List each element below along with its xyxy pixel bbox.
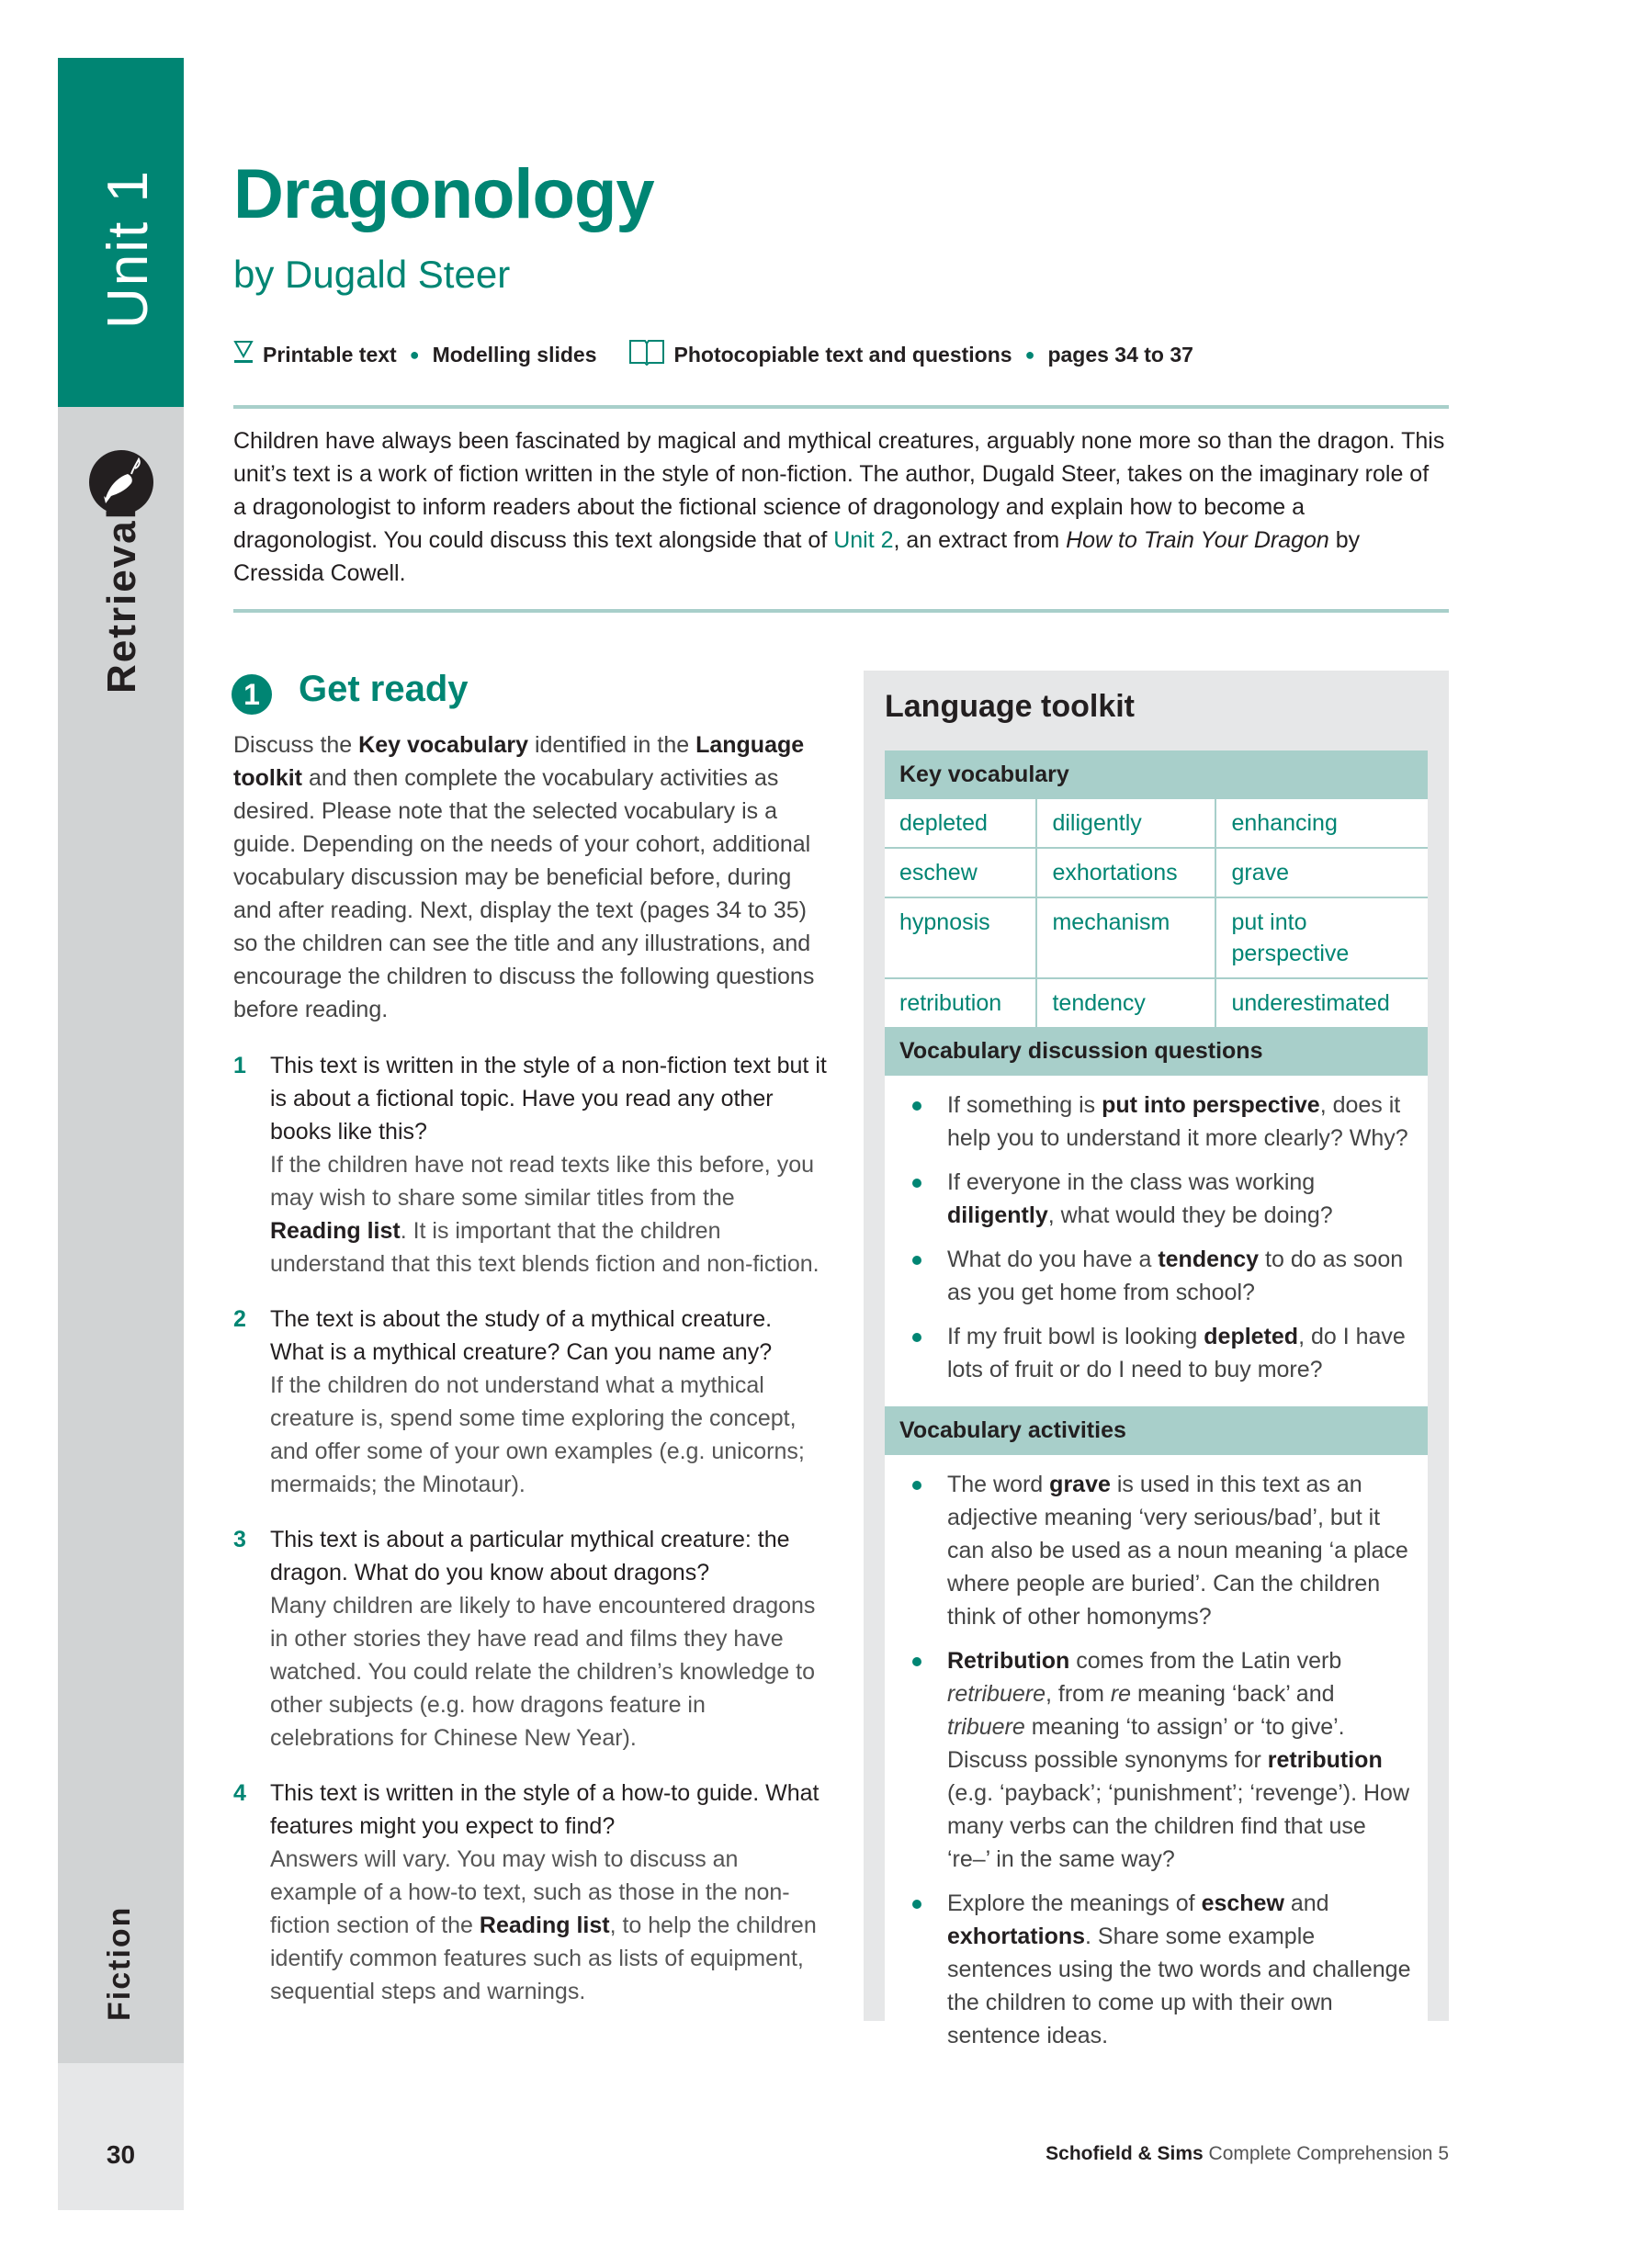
vocab-word: put into perspective bbox=[1215, 897, 1428, 978]
fish-hook-icon bbox=[89, 450, 153, 514]
list-item: Retribution comes from the Latin verb retribuere, from re meaning ‘back’ and tribuere meaning ‘to assign’ or ‘to give’. Discuss possible synonyms for retribution (e.g. ‘payback’; ‘punishment’; ‘revenge’). How many verbs can the children find that use ‘re–’ in the same way? bbox=[898, 1644, 1415, 1876]
photocopiable-link[interactable]: Photocopiable text and questions bbox=[673, 342, 1012, 367]
open-book-icon bbox=[628, 338, 665, 371]
unit-label: Unit 1 bbox=[96, 169, 160, 329]
vocab-word: tendency bbox=[1036, 978, 1215, 1027]
vocab-word: underestimated bbox=[1215, 978, 1428, 1027]
activities-list bbox=[885, 1455, 1428, 2072]
vocab-word: enhancing bbox=[1215, 799, 1428, 848]
modelling-slides-link[interactable]: Modelling slides bbox=[432, 342, 597, 367]
page-number: 30 bbox=[106, 2140, 136, 2169]
key-vocabulary-heading: Key vocabulary bbox=[885, 750, 1428, 799]
vocab-word: diligently bbox=[1036, 799, 1215, 848]
unit-2-link[interactable]: Unit 2 bbox=[833, 527, 894, 553]
genre-label: Fiction bbox=[102, 1905, 137, 2021]
page-title: Dragonology bbox=[233, 155, 654, 233]
resource-line bbox=[233, 338, 1193, 371]
publisher-name: Schofield & Sims bbox=[1046, 2143, 1204, 2164]
vocab-word: hypnosis bbox=[885, 897, 1036, 978]
vocabulary-activities-heading: Vocabulary activities bbox=[885, 1406, 1428, 1455]
question-item: 1 This text is written in the style of a non-fiction text but it is about a fictional topic. Have you read any other books like this? If the children have not read texts like this before, you may wish to share some similar titles from the Reading list. It is important that the children understand that this text blends fiction and non-fiction. bbox=[233, 1053, 827, 1277]
pages-reference: pages 34 to 37 bbox=[1047, 342, 1193, 367]
download-triangle-icon bbox=[233, 340, 254, 369]
vocab-word: eschew bbox=[885, 848, 1036, 897]
intro-divider bbox=[233, 609, 1449, 613]
author-byline: by Dugald Steer bbox=[233, 253, 511, 296]
header-divider bbox=[233, 405, 1449, 409]
list-item: The word grave is used in this text as an adjective meaning ‘very serious/bad’, but it can also be used as a noun meaning ‘a place where people are buried’. Can the children think of other homonyms? bbox=[898, 1468, 1415, 1633]
list-item: Explore the meanings of eschew and exhortations. Share some example sentences using the two words and challenge the children to come up with their own sentence ideas. bbox=[898, 1887, 1415, 2052]
vocab-word: retribution bbox=[885, 978, 1036, 1027]
discussion-list bbox=[885, 1076, 1428, 1406]
list-item: If my fruit bowl is looking depleted, do I have lots of fruit or do I need to buy more? bbox=[898, 1320, 1415, 1386]
question-item: 2 The text is about the study of a mythical creature. What is a mythical creature? Can you name any? If the children do not understand what a mythical creature is, spend some time exploring the concept, and offer some of your own examples (e.g. unicorns; mermaids; the Minotaur). bbox=[233, 1306, 805, 1497]
list-item: If everyone in the class was working diligently, what would they be doing? bbox=[898, 1166, 1415, 1232]
skill-label: Retrieval bbox=[99, 506, 144, 694]
question-item: 3 This text is about a particular mythical creature: the dragon. What do you know about dragons? Many children are likely to have encountered dragons in other stories they have read and films they have watched. You could relate the children’s knowledge to other subjects (e.g. how dragons feature in celebrations for Chinese New Year). bbox=[233, 1527, 816, 1751]
language-toolkit-panel bbox=[864, 671, 1449, 2048]
get-ready-paragraph: Discuss the Key vocabulary identified in the Language toolkit and then complete the vocabulary activities as desired. Please note that the selected vocabulary is a guide. Depending on the needs of your cohort, additional vocabulary discussion may be beneficial before, during and after reading. Next, display the text (pages 34 to 35) so the children can see the title and any illustrations, and encourage the children to discuss the following questions before reading. bbox=[233, 732, 815, 1022]
vocabulary-table bbox=[885, 799, 1428, 1027]
intro-paragraph: Children have always been fascinated by magical and mythical creatures, arguably none more so than the dragon. This unit’s text is a work of fiction written in the style of non-fiction. The author, Dugald Steer, takes on the imaginary role of a dragonologist to inform readers about the fictional science of dragonology and explain how to become a dragonologist. You could discuss this text alongside that of Unit 2, an extract from How to Train Your Dragon by Cressida Cowell. bbox=[233, 428, 1445, 586]
vocab-word: depleted bbox=[885, 799, 1036, 848]
step-number-badge: 1 bbox=[232, 674, 272, 715]
separator-dot: ● bbox=[1024, 344, 1035, 364]
discussion-questions-heading: Vocabulary discussion questions bbox=[885, 1027, 1428, 1076]
book-title: How to Train Your Dragon bbox=[1066, 527, 1329, 553]
toolkit-title: Language toolkit bbox=[885, 689, 1135, 724]
list-item: What do you have a tendency to do as soon as you get home from school? bbox=[898, 1243, 1415, 1309]
question-item: 4 This text is written in the style of a how-to guide. What features might you expect to find? Answers will vary. You may wish to discuss an example of a how-to text, such as those in the non-fiction section of the Reading list, to help the children identify common features such as lists of equipment, sequential steps and warnings. bbox=[233, 1780, 820, 2004]
printable-text-link[interactable]: Printable text bbox=[263, 342, 397, 367]
vocab-word: exhortations bbox=[1036, 848, 1215, 897]
separator-dot: ● bbox=[409, 344, 420, 364]
vocab-word: mechanism bbox=[1036, 897, 1215, 978]
vocab-word: grave bbox=[1215, 848, 1428, 897]
question-list bbox=[233, 1049, 831, 2030]
series-name: Complete Comprehension 5 bbox=[1203, 2143, 1449, 2164]
list-item: If something is put into perspective, does it help you to understand it more clearly? Why? bbox=[898, 1089, 1415, 1155]
sidebar-page-band bbox=[58, 2063, 184, 2210]
section-title: Get ready bbox=[299, 669, 469, 709]
footer-credit bbox=[1046, 2143, 1449, 2165]
